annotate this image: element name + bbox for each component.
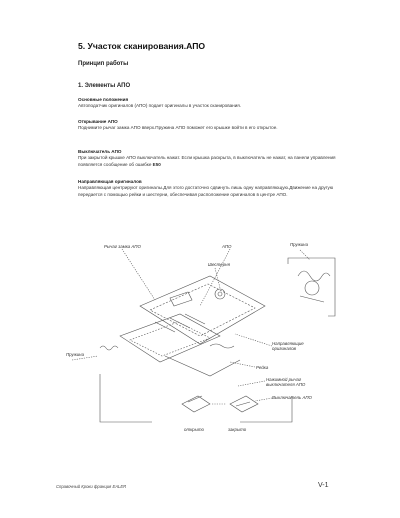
item-body: Направляющая центрируют оригиналы.Для этого достаточно сдвинуть лишь одну направляющую.Движение на другую передается с помощью рейки и шестерни, обеспечивая расположение оригиналов в центре АПО.: [78, 185, 334, 197]
apo-ribs: [155, 314, 205, 332]
switch-open-lever: [188, 396, 202, 402]
item-guides: [78, 179, 340, 198]
error-code: E50: [152, 161, 161, 167]
subsection-heading: 1. Элементы АПО: [78, 83, 131, 89]
item-body: При закрытой крышке АПО выключатель нажат. Если крышка раскрыта, в выключатель не нажат, на панели управления появляется сообщение об ошибке E50: [78, 155, 336, 167]
label-spring-left: Пружина: [66, 352, 85, 357]
page-footer: Справочный Кроки франция EALER: [56, 484, 127, 489]
apo-guide-rail: [130, 322, 210, 356]
leader-apo: [200, 249, 230, 306]
lock-lever-shape: [170, 292, 192, 306]
item-title: Выключатель АПО: [78, 149, 122, 154]
leader-pressed-lever: [238, 381, 265, 386]
page-number: V-1: [318, 482, 329, 489]
label-apo-switch: Выключатель АПО: [272, 395, 312, 400]
item-switch: [78, 149, 340, 168]
label-open: открыто: [184, 427, 204, 432]
label-closed: закрыто: [228, 427, 247, 432]
leader-lock-lever: [122, 249, 155, 300]
leader-gear: [215, 268, 220, 288]
left-bracket: [100, 374, 152, 422]
gear-shape: [215, 289, 225, 299]
gear-hub: [218, 292, 222, 296]
left-spring-coil: [100, 346, 118, 350]
item-title: Основные положения: [78, 97, 129, 102]
leader-spring-top: [300, 250, 310, 260]
apo-rack-bar: [165, 356, 240, 376]
spring-detail-arm: [300, 296, 324, 302]
item-basic: [78, 97, 340, 110]
label-apo: АПО: [222, 244, 232, 249]
page-title: 5. Участок сканирования.АПО: [78, 41, 206, 51]
leader-apo-switch: [255, 398, 272, 401]
leader-guides: [235, 334, 272, 346]
spring-detail-frame: [288, 258, 335, 316]
apo-lower-frame: [120, 314, 220, 362]
label-spring-top: Пружина: [290, 242, 309, 247]
item-opening: [78, 119, 340, 132]
item-title: Направляющая оригиналов: [78, 179, 142, 184]
label-guides: Направляющие оригиналов: [272, 341, 304, 352]
label-gear: Шестерня: [208, 262, 230, 267]
rack-teeth: [210, 344, 234, 348]
item-title: Открывание АПО: [78, 119, 118, 124]
leader-rack: [230, 362, 255, 367]
label-pressed-lever: Нажимной рычаг выключателя АПО: [266, 377, 306, 388]
spring-detail-pulley: [305, 281, 319, 295]
item-body: Поднимите рычаг замка АПО вверх.Пружина АПО поможет его крышке войти в его открытое.: [78, 125, 278, 131]
spring-detail-coil: [298, 271, 330, 281]
section-heading: Принцип работы: [78, 61, 129, 67]
label-lock-lever: Рычаг замка АПО: [104, 244, 141, 249]
item-body: Автоподатчик оригиналов (АПО) подает оригиналы в участок сканирования.: [78, 103, 242, 109]
label-rack: Рейка: [256, 365, 269, 370]
switch-closed-lever: [236, 402, 250, 406]
